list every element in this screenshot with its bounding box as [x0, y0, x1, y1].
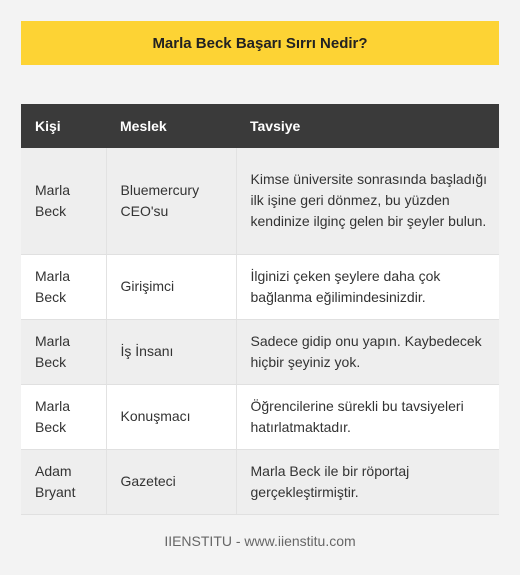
page-title: Marla Beck Başarı Sırrı Nedir?	[21, 21, 499, 65]
cell-person: Marla Beck	[21, 148, 106, 254]
table-row	[21, 449, 499, 514]
cell-person: Marla Beck	[21, 254, 106, 319]
cell-person: Adam Bryant	[21, 449, 106, 514]
table-row	[21, 254, 499, 319]
cell-advice: Kimse üniversite sonrasında başladığı ilk işine geri dönmez, bu yüzden kendinize ilginç gelen bir şeyler bulun.	[236, 148, 499, 254]
cell-advice: Marla Beck ile bir röportaj gerçekleştirmiştir.	[236, 449, 499, 514]
table-row	[21, 384, 499, 449]
table-row	[21, 319, 499, 384]
cell-advice: Sadece gidip onu yapın. Kaybedecek hiçbir şeyiniz yok.	[236, 319, 499, 384]
header-profession: Meslek	[106, 104, 236, 148]
cell-profession: Konuşmacı	[106, 384, 236, 449]
cell-person: Marla Beck	[21, 384, 106, 449]
cell-person: Marla Beck	[21, 319, 106, 384]
header-advice: Tavsiye	[236, 104, 499, 148]
cell-advice: İlginizi çeken şeylere daha çok bağlanma eğilimindesinizdir.	[236, 254, 499, 319]
cell-profession: Gazeteci	[106, 449, 236, 514]
cell-profession: Girişimci	[106, 254, 236, 319]
cell-profession: İş İnsanı	[106, 319, 236, 384]
footer-credit: IIENSTITU - www.iienstitu.com	[164, 533, 356, 549]
header-person: Kişi	[21, 104, 106, 148]
advice-table	[21, 104, 499, 515]
cell-advice: Öğrencilerine sürekli bu tavsiyeleri hatırlatmaktadır.	[236, 384, 499, 449]
table-header-row	[21, 104, 499, 148]
cell-profession: Bluemercury CEO'su	[106, 148, 236, 254]
table-row	[21, 148, 499, 254]
